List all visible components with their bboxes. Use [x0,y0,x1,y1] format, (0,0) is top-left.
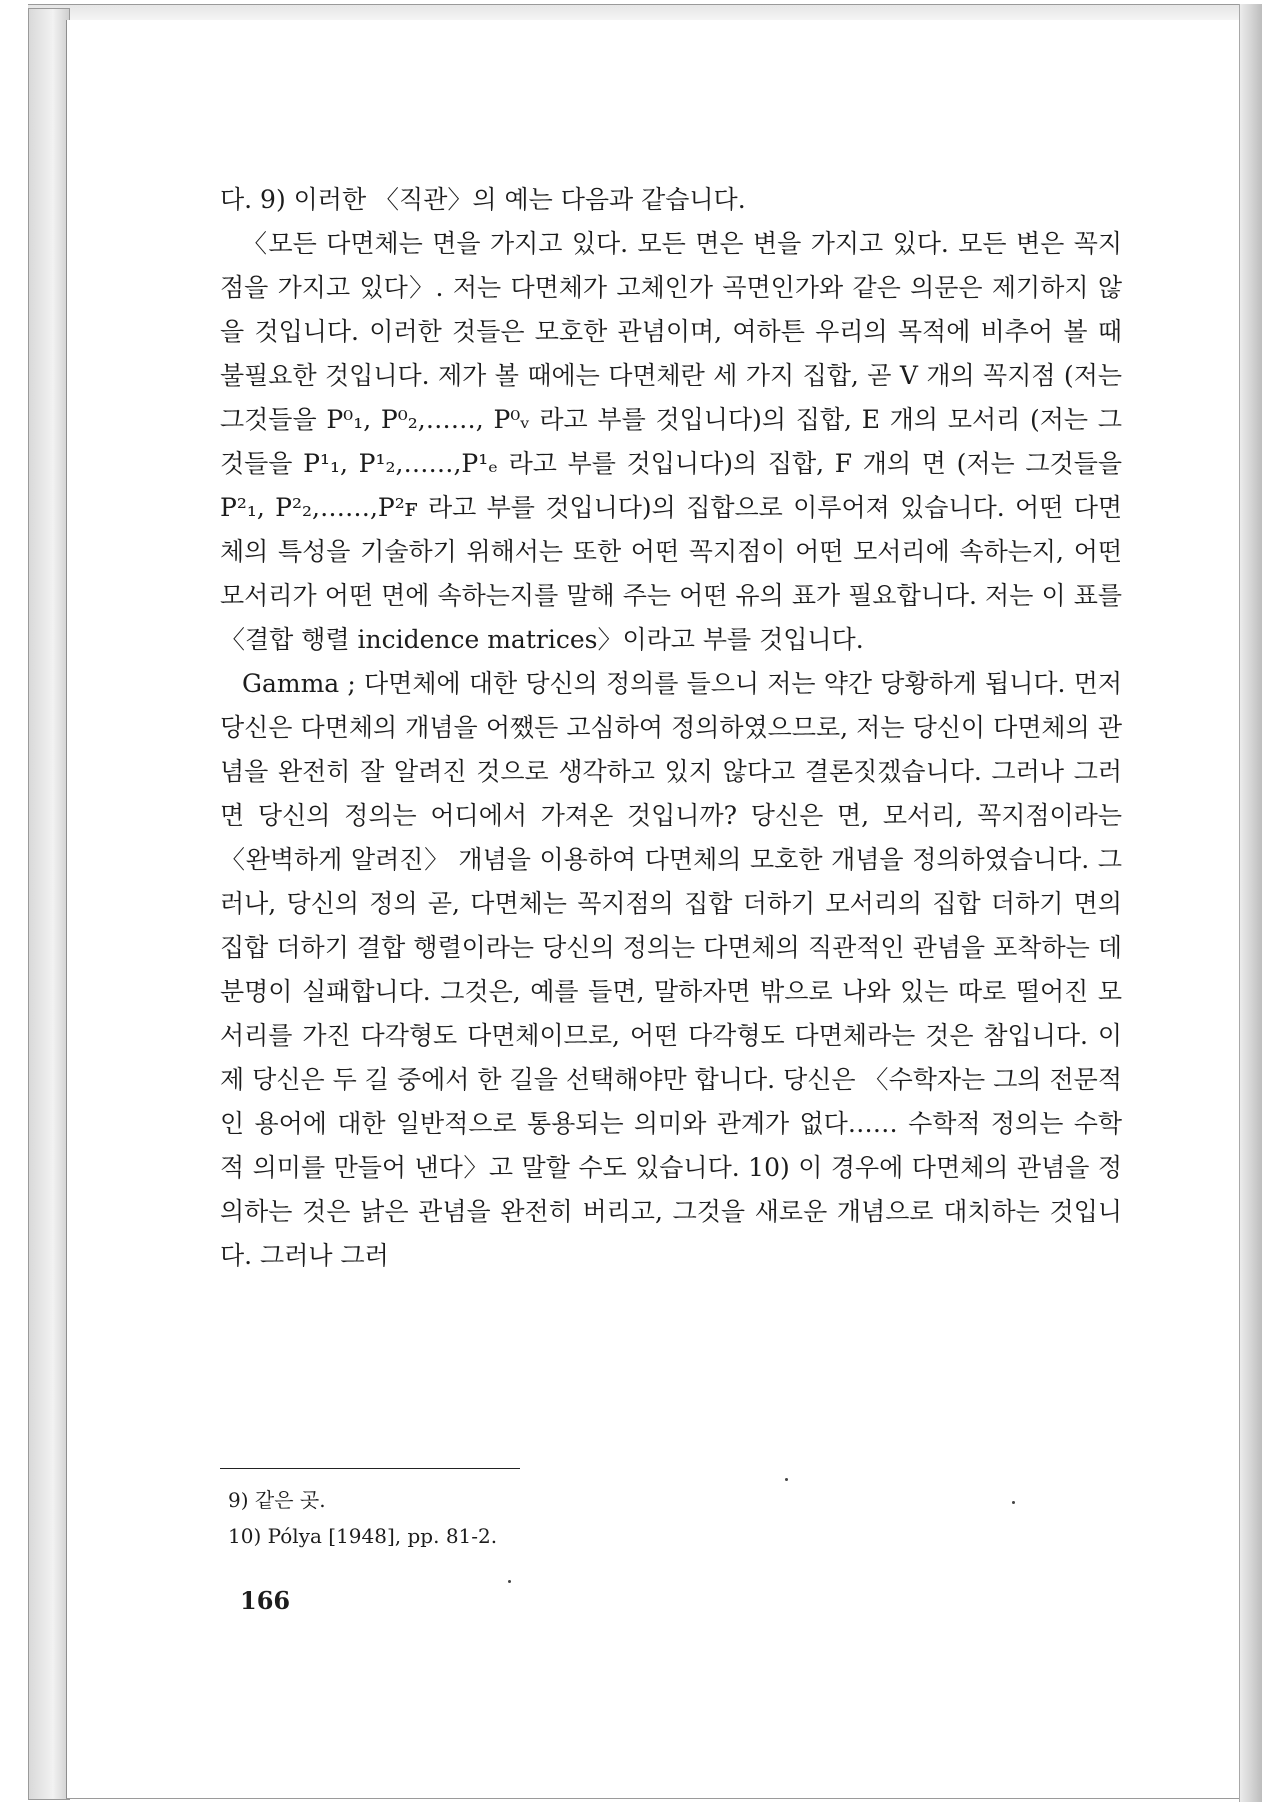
footnotes [228,1482,928,1554]
paragraph: 〈모든 다면체는 면을 가지고 있다. 모든 면은 변을 가지고 있다. 모든 변은 꼭지점을 가지고 있다〉. 저는 다면체가 고체인가 곡면인가와 같은 의문은 제기하지 않을 것입니다. 이러한 것들은 모호한 관념이며, 여하튼 우리의 목적에 비추어 볼 때 불필요한 것입니다. 제가 볼 때에는 다면체란 세 가지 집합, 곧 V 개의 꼭지점 (저는 그것들을 P⁰₁, P⁰₂,……, P⁰ᵥ 라고 부를 것입니다)의 집합, E 개의 모서리 (저는 그것들을 P¹₁, P¹₂,……,P¹ₑ 라고 부를 것입니다)의 집합, F 개의 면 (저는 그것들을 P²₁, P²₂,……,P²ꜰ 라고 부를 것입니다)의 집합으로 이루어져 있습니다. 어떤 다면체의 특성을 기술하기 위해서는 또한 어떤 꼭지점이 어떤 모서리에 속하는지, 어떤 모서리가 어떤 면에 속하는지를 말해 주는 어떤 유의 표가 필요합니다. 저는 이 표를 〈결합 행렬 incidence matrices〉이라고 부를 것입니다. [220,229,1122,654]
paragraph: 다. 9) 이러한 〈직관〉의 예는 다음과 같습니다. [220,185,746,214]
book-page-edges [1239,4,1262,1802]
scan-speck [785,1478,788,1481]
body-text [220,178,1122,1278]
footnote: 10) Pólya [1948], pp. 81-2. [228,1524,498,1548]
page-number: 166 [240,1586,291,1615]
scan-speck [508,1580,511,1583]
paragraph: Gamma ; 다면체에 대한 당신의 정의를 들으니 저는 약간 당황하게 됩니다. 먼저 당신은 다면체의 개념을 어쨌든 고심하여 정의하였으므로, 저는 당신이 다면체의 관념을 완전히 잘 알려진 것으로 생각하고 있지 않다고 결론짓겠습니다. 그러나 그러면 당신의 정의는 어디에서 가져온 것입니까? 당신은 면, 모서리, 꼭지점이라는 〈완벽하게 알려진〉 개념을 이용하여 다면체의 모호한 개념을 정의하였습니다. 그러나, 당신의 정의 곧, 다면체는 꼭지점의 집합 더하기 모서리의 집합 더하기 면의 집합 더하기 결합 행렬이라는 당신의 정의는 다면체의 직관적인 관념을 포착하는 데 분명이 실패합니다. 그것은, 예를 들면, 말하자면 밖으로 나와 있는 따로 떨어진 모서리를 가진 다각형도 다면체이므로, 어떤 다각형도 다면체라는 것은 참입니다. 이제 당신은 두 길 중에서 한 길을 선택해야만 합니다. 당신은 〈수학자는 그의 전문적인 용어에 대한 일반적으로 통용되는 의미와 관계가 없다…… 수학적 정의는 수학적 의미를 만들어 낸다〉고 말할 수도 있습니다. 10) 이 경우에 다면체의 관념을 정의하는 것은 낡은 관념을 완전히 버리고, 그것을 새로운 개념으로 대치하는 것입니다. 그러나 그러 [220,669,1122,1270]
footnote-divider [220,1468,520,1469]
book-spine [28,8,70,1800]
footnote: 9) 같은 곳. [228,1488,326,1512]
scan-speck [1012,1501,1015,1504]
